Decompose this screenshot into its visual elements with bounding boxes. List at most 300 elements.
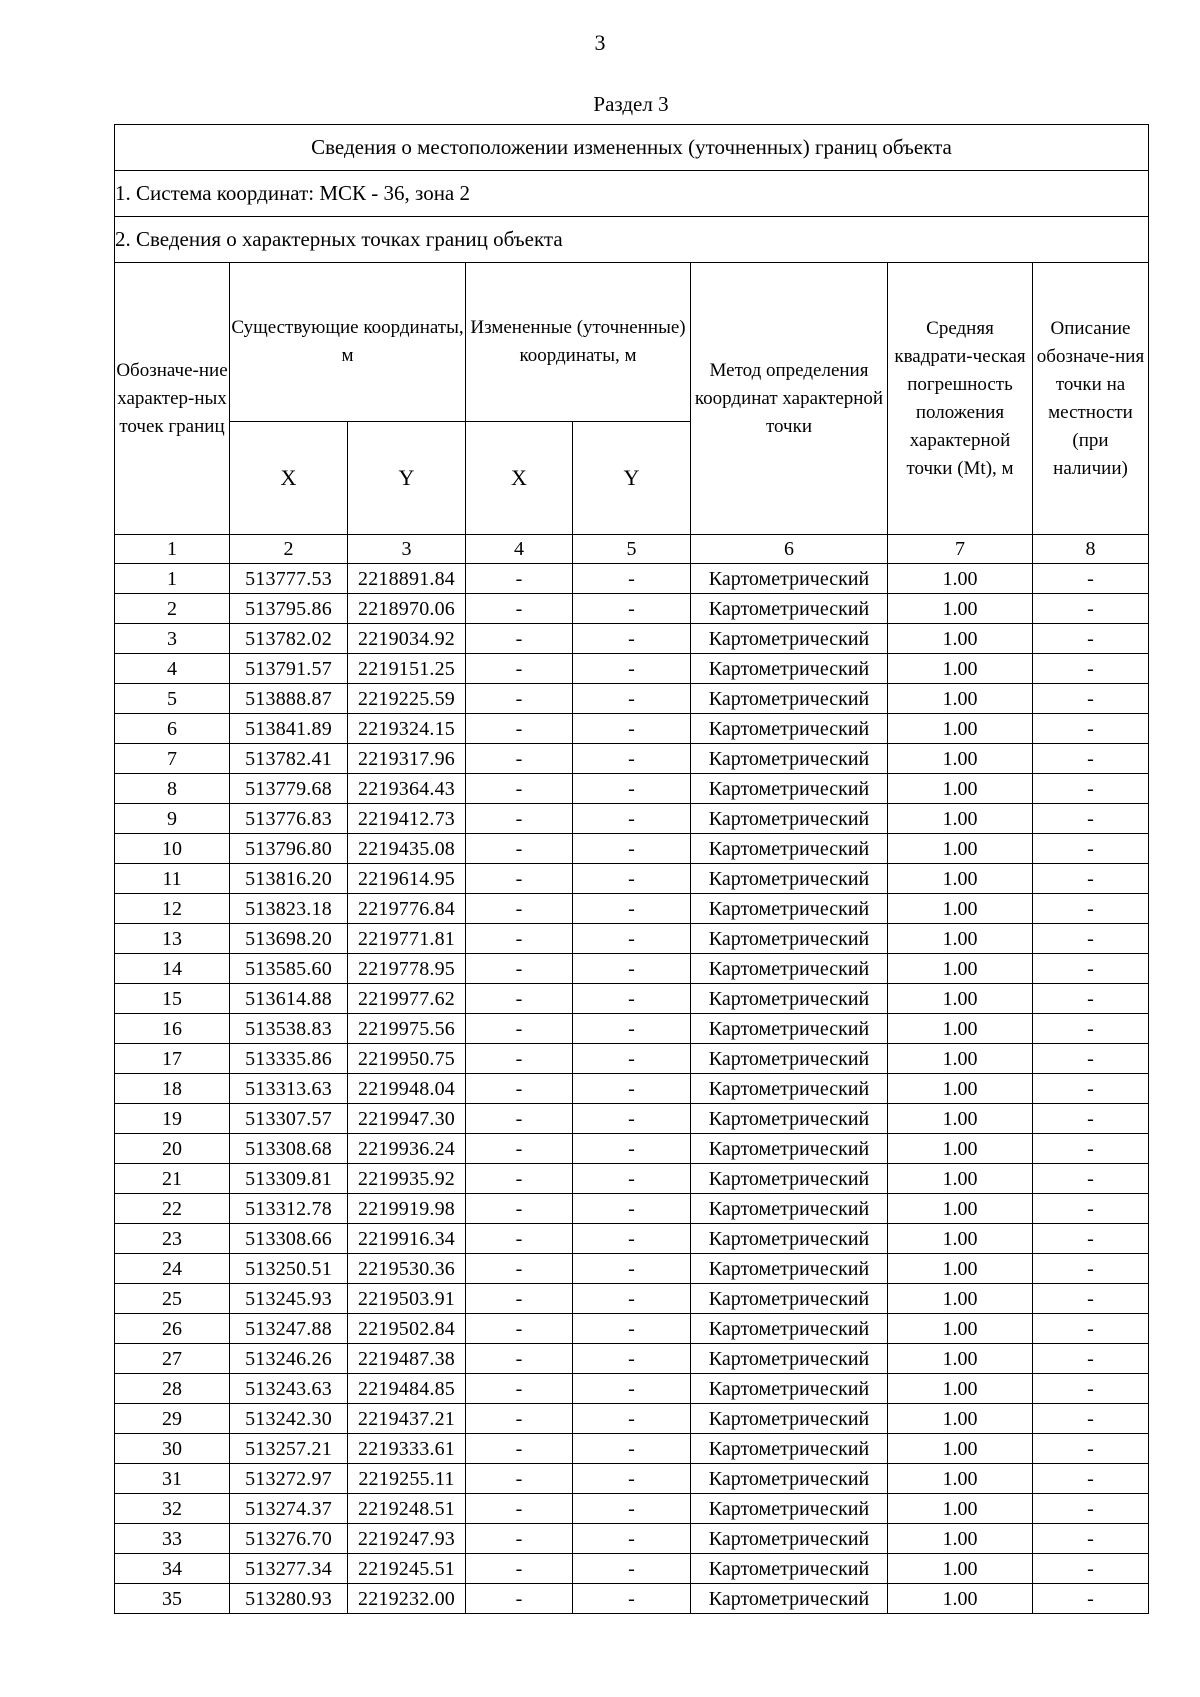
cell-existing-x: 513307.57 xyxy=(230,1104,348,1134)
header-method: Метод определения координат характерной точки xyxy=(691,263,888,535)
cell-method: Картометрический xyxy=(691,954,888,984)
cell-method: Картометрический xyxy=(691,804,888,834)
table-row xyxy=(115,1374,1149,1404)
cell-changed-y: - xyxy=(573,1014,691,1044)
cell-changed-x: - xyxy=(466,1134,573,1164)
cell-method: Картометрический xyxy=(691,564,888,594)
cell-point-number: 8 xyxy=(115,774,230,804)
table-row xyxy=(115,894,1149,924)
cell-point-number: 23 xyxy=(115,1224,230,1254)
table-row xyxy=(115,1434,1149,1464)
cell-description: - xyxy=(1033,1224,1149,1254)
cell-point-number: 18 xyxy=(115,1074,230,1104)
cell-changed-x: - xyxy=(466,1464,573,1494)
cell-changed-y: - xyxy=(573,1584,691,1614)
cell-existing-x: 513823.18 xyxy=(230,894,348,924)
table-row xyxy=(115,1494,1149,1524)
cell-point-number: 12 xyxy=(115,894,230,924)
cell-existing-x: 513257.21 xyxy=(230,1434,348,1464)
cell-point-number: 1 xyxy=(115,564,230,594)
cell-existing-x: 513585.60 xyxy=(230,954,348,984)
cell-changed-y: - xyxy=(573,1134,691,1164)
cell-error: 1.00 xyxy=(888,564,1033,594)
cell-method: Картометрический xyxy=(691,624,888,654)
cell-existing-x: 513312.78 xyxy=(230,1194,348,1224)
cell-changed-y: - xyxy=(573,1194,691,1224)
cell-error: 1.00 xyxy=(888,624,1033,654)
cell-existing-y: 2219437.21 xyxy=(348,1404,466,1434)
cell-changed-x: - xyxy=(466,864,573,894)
cell-method: Картометрический xyxy=(691,744,888,774)
cell-method: Картометрический xyxy=(691,1254,888,1284)
cell-changed-x: - xyxy=(466,684,573,714)
table-row xyxy=(115,624,1149,654)
cell-point-number: 9 xyxy=(115,804,230,834)
cell-method: Картометрический xyxy=(691,594,888,624)
cell-error: 1.00 xyxy=(888,1134,1033,1164)
cell-existing-y: 2219324.15 xyxy=(348,714,466,744)
cell-existing-x: 513246.26 xyxy=(230,1344,348,1374)
cell-existing-x: 513782.41 xyxy=(230,744,348,774)
cell-description: - xyxy=(1033,1404,1149,1434)
table-row xyxy=(115,984,1149,1014)
cell-method: Картометрический xyxy=(691,1074,888,1104)
cell-error: 1.00 xyxy=(888,1374,1033,1404)
cell-existing-y: 2219151.25 xyxy=(348,654,466,684)
cell-existing-y: 2218891.84 xyxy=(348,564,466,594)
cell-point-number: 25 xyxy=(115,1284,230,1314)
cell-description: - xyxy=(1033,594,1149,624)
cell-description: - xyxy=(1033,834,1149,864)
cell-error: 1.00 xyxy=(888,594,1033,624)
cell-existing-x: 513777.53 xyxy=(230,564,348,594)
cell-point-number: 17 xyxy=(115,1044,230,1074)
cell-error: 1.00 xyxy=(888,1224,1033,1254)
table-row xyxy=(115,744,1149,774)
cell-description: - xyxy=(1033,1464,1149,1494)
cell-existing-x: 513245.93 xyxy=(230,1284,348,1314)
table-row xyxy=(115,1224,1149,1254)
cell-changed-y: - xyxy=(573,1374,691,1404)
cell-changed-y: - xyxy=(573,834,691,864)
cell-changed-y: - xyxy=(573,774,691,804)
cell-method: Картометрический xyxy=(691,1524,888,1554)
cell-existing-y: 2219317.96 xyxy=(348,744,466,774)
cell-description: - xyxy=(1033,774,1149,804)
cell-changed-x: - xyxy=(466,1014,573,1044)
header-existing-coordinates: Существующие координаты, м xyxy=(230,263,466,422)
table-row xyxy=(115,1314,1149,1344)
cell-point-number: 28 xyxy=(115,1374,230,1404)
table-row xyxy=(115,1014,1149,1044)
cell-existing-y: 2219919.98 xyxy=(348,1194,466,1224)
cell-description: - xyxy=(1033,714,1149,744)
table-row xyxy=(115,1194,1149,1224)
cell-existing-x: 513247.88 xyxy=(230,1314,348,1344)
cell-existing-x: 513795.86 xyxy=(230,594,348,624)
header-changed-x: X xyxy=(466,422,573,535)
header-changed-y: Y xyxy=(573,422,691,535)
table-caption: Сведения о местоположении измененных (уточненных) границ объекта xyxy=(115,125,1149,171)
cell-existing-x: 513614.88 xyxy=(230,984,348,1014)
cell-changed-y: - xyxy=(573,1104,691,1134)
cell-method: Картометрический xyxy=(691,654,888,684)
cell-changed-x: - xyxy=(466,624,573,654)
cell-existing-x: 513816.20 xyxy=(230,864,348,894)
cell-point-number: 27 xyxy=(115,1344,230,1374)
cell-error: 1.00 xyxy=(888,714,1033,744)
points-table-body xyxy=(115,564,1149,1614)
header-mean-square-error: Средняя квадрати-ческая погрешность положения характерной точки (Mt), м xyxy=(888,263,1033,535)
cell-error: 1.00 xyxy=(888,924,1033,954)
cell-description: - xyxy=(1033,1554,1149,1584)
cell-point-number: 32 xyxy=(115,1494,230,1524)
cell-point-number: 34 xyxy=(115,1554,230,1584)
cell-changed-x: - xyxy=(466,1434,573,1464)
cell-point-number: 30 xyxy=(115,1434,230,1464)
cell-description: - xyxy=(1033,924,1149,954)
cell-description: - xyxy=(1033,1494,1149,1524)
cell-error: 1.00 xyxy=(888,654,1033,684)
cell-changed-y: - xyxy=(573,1434,691,1464)
cell-error: 1.00 xyxy=(888,1404,1033,1434)
table-row xyxy=(115,924,1149,954)
cell-existing-y: 2219245.51 xyxy=(348,1554,466,1584)
cell-existing-y: 2219484.85 xyxy=(348,1374,466,1404)
table-row xyxy=(115,684,1149,714)
cell-point-number: 15 xyxy=(115,984,230,1014)
cell-changed-y: - xyxy=(573,1464,691,1494)
cell-existing-x: 513308.66 xyxy=(230,1224,348,1254)
cell-method: Картометрический xyxy=(691,1494,888,1524)
table-row xyxy=(115,564,1149,594)
cell-existing-y: 2219503.91 xyxy=(348,1284,466,1314)
cell-existing-x: 513776.83 xyxy=(230,804,348,834)
cell-description: - xyxy=(1033,1164,1149,1194)
table-row xyxy=(115,834,1149,864)
column-number: 7 xyxy=(888,535,1033,564)
cell-changed-y: - xyxy=(573,894,691,924)
cell-changed-y: - xyxy=(573,744,691,774)
cell-changed-x: - xyxy=(466,984,573,1014)
cell-description: - xyxy=(1033,684,1149,714)
cell-changed-x: - xyxy=(466,564,573,594)
cell-changed-x: - xyxy=(466,894,573,924)
cell-existing-x: 513313.63 xyxy=(230,1074,348,1104)
cell-changed-y: - xyxy=(573,1494,691,1524)
table-row xyxy=(115,1254,1149,1284)
cell-error: 1.00 xyxy=(888,774,1033,804)
cell-description: - xyxy=(1033,1584,1149,1614)
cell-description: - xyxy=(1033,864,1149,894)
cell-existing-x: 513308.68 xyxy=(230,1134,348,1164)
cell-changed-y: - xyxy=(573,954,691,984)
cell-description: - xyxy=(1033,1314,1149,1344)
cell-existing-x: 513779.68 xyxy=(230,774,348,804)
cell-existing-y: 2219771.81 xyxy=(348,924,466,954)
table-row xyxy=(115,1344,1149,1374)
cell-error: 1.00 xyxy=(888,1014,1033,1044)
cell-existing-y: 2219530.36 xyxy=(348,1254,466,1284)
cell-description: - xyxy=(1033,1284,1149,1314)
cell-existing-x: 513280.93 xyxy=(230,1584,348,1614)
cell-error: 1.00 xyxy=(888,804,1033,834)
cell-method: Картометрический xyxy=(691,1374,888,1404)
cell-error: 1.00 xyxy=(888,1314,1033,1344)
cell-description: - xyxy=(1033,1434,1149,1464)
cell-existing-x: 513242.30 xyxy=(230,1404,348,1434)
cell-changed-x: - xyxy=(466,1344,573,1374)
table-row xyxy=(115,774,1149,804)
table-row xyxy=(115,1524,1149,1554)
page-number: 3 xyxy=(594,30,606,55)
cell-changed-x: - xyxy=(466,744,573,774)
cell-method: Картометрический xyxy=(691,984,888,1014)
table-row xyxy=(115,804,1149,834)
cell-existing-x: 513272.97 xyxy=(230,1464,348,1494)
cell-description: - xyxy=(1033,1044,1149,1074)
cell-existing-x: 513782.02 xyxy=(230,624,348,654)
cell-existing-y: 2219947.30 xyxy=(348,1104,466,1134)
cell-point-number: 22 xyxy=(115,1194,230,1224)
cell-description: - xyxy=(1033,984,1149,1014)
cell-method: Картометрический xyxy=(691,1314,888,1344)
cell-description: - xyxy=(1033,654,1149,684)
cell-changed-y: - xyxy=(573,684,691,714)
cell-point-number: 11 xyxy=(115,864,230,894)
cell-changed-x: - xyxy=(466,1494,573,1524)
table-row xyxy=(115,654,1149,684)
cell-changed-x: - xyxy=(466,1194,573,1224)
cell-point-number: 14 xyxy=(115,954,230,984)
cell-existing-y: 2219916.34 xyxy=(348,1224,466,1254)
cell-error: 1.00 xyxy=(888,1464,1033,1494)
cell-existing-x: 513538.83 xyxy=(230,1014,348,1044)
cell-existing-y: 2219225.59 xyxy=(348,684,466,714)
cell-existing-y: 2219935.92 xyxy=(348,1164,466,1194)
cell-existing-x: 513250.51 xyxy=(230,1254,348,1284)
cell-existing-y: 2219333.61 xyxy=(348,1434,466,1464)
cell-existing-x: 513888.87 xyxy=(230,684,348,714)
cell-method: Картометрический xyxy=(691,1434,888,1464)
cell-changed-y: - xyxy=(573,1074,691,1104)
cell-point-number: 21 xyxy=(115,1164,230,1194)
header-existing-y: Y xyxy=(348,422,466,535)
cell-error: 1.00 xyxy=(888,1554,1033,1584)
cell-changed-y: - xyxy=(573,984,691,1014)
header-changed-coordinates: Измененные (уточненные) координаты, м xyxy=(466,263,691,422)
cell-existing-y: 2218970.06 xyxy=(348,594,466,624)
column-number: 5 xyxy=(573,535,691,564)
table-row xyxy=(115,1404,1149,1434)
cell-method: Картометрический xyxy=(691,1554,888,1584)
cell-error: 1.00 xyxy=(888,984,1033,1014)
cell-changed-x: - xyxy=(466,654,573,684)
cell-existing-x: 513796.80 xyxy=(230,834,348,864)
cell-changed-x: - xyxy=(466,594,573,624)
cell-method: Картометрический xyxy=(691,894,888,924)
cell-method: Картометрический xyxy=(691,1044,888,1074)
cell-changed-y: - xyxy=(573,1164,691,1194)
cell-existing-y: 2219977.62 xyxy=(348,984,466,1014)
cell-method: Картометрический xyxy=(691,924,888,954)
cell-changed-x: - xyxy=(466,834,573,864)
cell-changed-x: - xyxy=(466,1404,573,1434)
cell-existing-x: 513276.70 xyxy=(230,1524,348,1554)
cell-description: - xyxy=(1033,1374,1149,1404)
column-number: 8 xyxy=(1033,535,1149,564)
cell-method: Картометрический xyxy=(691,1164,888,1194)
cell-point-number: 5 xyxy=(115,684,230,714)
cell-existing-y: 2219412.73 xyxy=(348,804,466,834)
table-row xyxy=(115,1584,1149,1614)
cell-error: 1.00 xyxy=(888,1494,1033,1524)
cell-changed-y: - xyxy=(573,564,691,594)
cell-error: 1.00 xyxy=(888,1284,1033,1314)
column-number: 4 xyxy=(466,535,573,564)
cell-point-number: 2 xyxy=(115,594,230,624)
header-description: Описание обозначе-ния точки на местности (при наличии) xyxy=(1033,263,1149,535)
header-existing-x: X xyxy=(230,422,348,535)
cell-method: Картометрический xyxy=(691,774,888,804)
cell-description: - xyxy=(1033,804,1149,834)
table-row xyxy=(115,1044,1149,1074)
cell-changed-y: - xyxy=(573,1554,691,1584)
header-designation: Обозначе-ние характер-ных точек границ xyxy=(115,263,230,535)
cell-description: - xyxy=(1033,1254,1149,1284)
points-info-line: 2. Сведения о характерных точках границ объекта xyxy=(115,217,1149,263)
cell-existing-x: 513277.34 xyxy=(230,1554,348,1584)
cell-point-number: 3 xyxy=(115,624,230,654)
cell-method: Картометрический xyxy=(691,684,888,714)
cell-changed-y: - xyxy=(573,804,691,834)
table-row xyxy=(115,594,1149,624)
cell-existing-y: 2219502.84 xyxy=(348,1314,466,1344)
cell-changed-x: - xyxy=(466,1044,573,1074)
cell-point-number: 16 xyxy=(115,1014,230,1044)
cell-description: - xyxy=(1033,1524,1149,1554)
cell-existing-y: 2219247.93 xyxy=(348,1524,466,1554)
cell-changed-y: - xyxy=(573,1224,691,1254)
cell-existing-y: 2219950.75 xyxy=(348,1044,466,1074)
cell-changed-x: - xyxy=(466,1554,573,1584)
cell-method: Картометрический xyxy=(691,834,888,864)
cell-changed-x: - xyxy=(466,954,573,984)
cell-changed-y: - xyxy=(573,1044,691,1074)
cell-existing-x: 513698.20 xyxy=(230,924,348,954)
cell-existing-y: 2219248.51 xyxy=(348,1494,466,1524)
cell-changed-x: - xyxy=(466,804,573,834)
table-row xyxy=(115,954,1149,984)
cell-existing-y: 2219232.00 xyxy=(348,1584,466,1614)
cell-error: 1.00 xyxy=(888,1044,1033,1074)
cell-error: 1.00 xyxy=(888,1524,1033,1554)
table-row xyxy=(115,1464,1149,1494)
cell-error: 1.00 xyxy=(888,1164,1033,1194)
cell-error: 1.00 xyxy=(888,864,1033,894)
cell-existing-y: 2219776.84 xyxy=(348,894,466,924)
cell-changed-y: - xyxy=(573,594,691,624)
table-row xyxy=(115,1134,1149,1164)
cell-description: - xyxy=(1033,1134,1149,1164)
cell-changed-x: - xyxy=(466,1164,573,1194)
cell-existing-y: 2219948.04 xyxy=(348,1074,466,1104)
cell-description: - xyxy=(1033,744,1149,774)
cell-point-number: 31 xyxy=(115,1464,230,1494)
cell-point-number: 20 xyxy=(115,1134,230,1164)
cell-changed-x: - xyxy=(466,1584,573,1614)
cell-method: Картометрический xyxy=(691,1014,888,1044)
cell-error: 1.00 xyxy=(888,684,1033,714)
cell-changed-x: - xyxy=(466,1284,573,1314)
cell-point-number: 35 xyxy=(115,1584,230,1614)
cell-method: Картометрический xyxy=(691,1224,888,1254)
cell-changed-y: - xyxy=(573,864,691,894)
cell-existing-y: 2219255.11 xyxy=(348,1464,466,1494)
cell-changed-y: - xyxy=(573,1284,691,1314)
cell-point-number: 24 xyxy=(115,1254,230,1284)
cell-description: - xyxy=(1033,564,1149,594)
cell-description: - xyxy=(1033,1014,1149,1044)
cell-error: 1.00 xyxy=(888,744,1033,774)
column-number-row xyxy=(115,535,1149,564)
cell-error: 1.00 xyxy=(888,954,1033,984)
cell-point-number: 13 xyxy=(115,924,230,954)
cell-changed-y: - xyxy=(573,624,691,654)
cell-changed-x: - xyxy=(466,1224,573,1254)
cell-changed-y: - xyxy=(573,1404,691,1434)
column-number: 3 xyxy=(348,535,466,564)
cell-changed-x: - xyxy=(466,1254,573,1284)
cell-error: 1.00 xyxy=(888,1344,1033,1374)
column-number: 1 xyxy=(115,535,230,564)
cell-existing-y: 2219975.56 xyxy=(348,1014,466,1044)
cell-method: Картометрический xyxy=(691,864,888,894)
cell-method: Картометрический xyxy=(691,714,888,744)
cell-existing-x: 513274.37 xyxy=(230,1494,348,1524)
cell-error: 1.00 xyxy=(888,1194,1033,1224)
cell-error: 1.00 xyxy=(888,1254,1033,1284)
cell-description: - xyxy=(1033,1104,1149,1134)
cell-method: Картометрический xyxy=(691,1404,888,1434)
cell-changed-x: - xyxy=(466,1314,573,1344)
table-row xyxy=(115,1074,1149,1104)
cell-existing-y: 2219487.38 xyxy=(348,1344,466,1374)
section-title: Раздел 3 xyxy=(593,92,669,116)
cell-description: - xyxy=(1033,1074,1149,1104)
cell-changed-y: - xyxy=(573,1254,691,1284)
cell-changed-y: - xyxy=(573,924,691,954)
cell-point-number: 6 xyxy=(115,714,230,744)
cell-method: Картометрический xyxy=(691,1344,888,1374)
cell-changed-x: - xyxy=(466,714,573,744)
cell-changed-x: - xyxy=(466,924,573,954)
cell-method: Картометрический xyxy=(691,1584,888,1614)
cell-description: - xyxy=(1033,894,1149,924)
cell-existing-x: 513335.86 xyxy=(230,1044,348,1074)
cell-changed-x: - xyxy=(466,1374,573,1404)
cell-description: - xyxy=(1033,1194,1149,1224)
cell-method: Картометрический xyxy=(691,1134,888,1164)
cell-method: Картометрический xyxy=(691,1194,888,1224)
cell-changed-y: - xyxy=(573,654,691,684)
cell-point-number: 4 xyxy=(115,654,230,684)
cell-existing-x: 513841.89 xyxy=(230,714,348,744)
cell-point-number: 7 xyxy=(115,744,230,774)
cell-existing-y: 2219936.24 xyxy=(348,1134,466,1164)
cell-method: Картометрический xyxy=(691,1464,888,1494)
cell-error: 1.00 xyxy=(888,1584,1033,1614)
